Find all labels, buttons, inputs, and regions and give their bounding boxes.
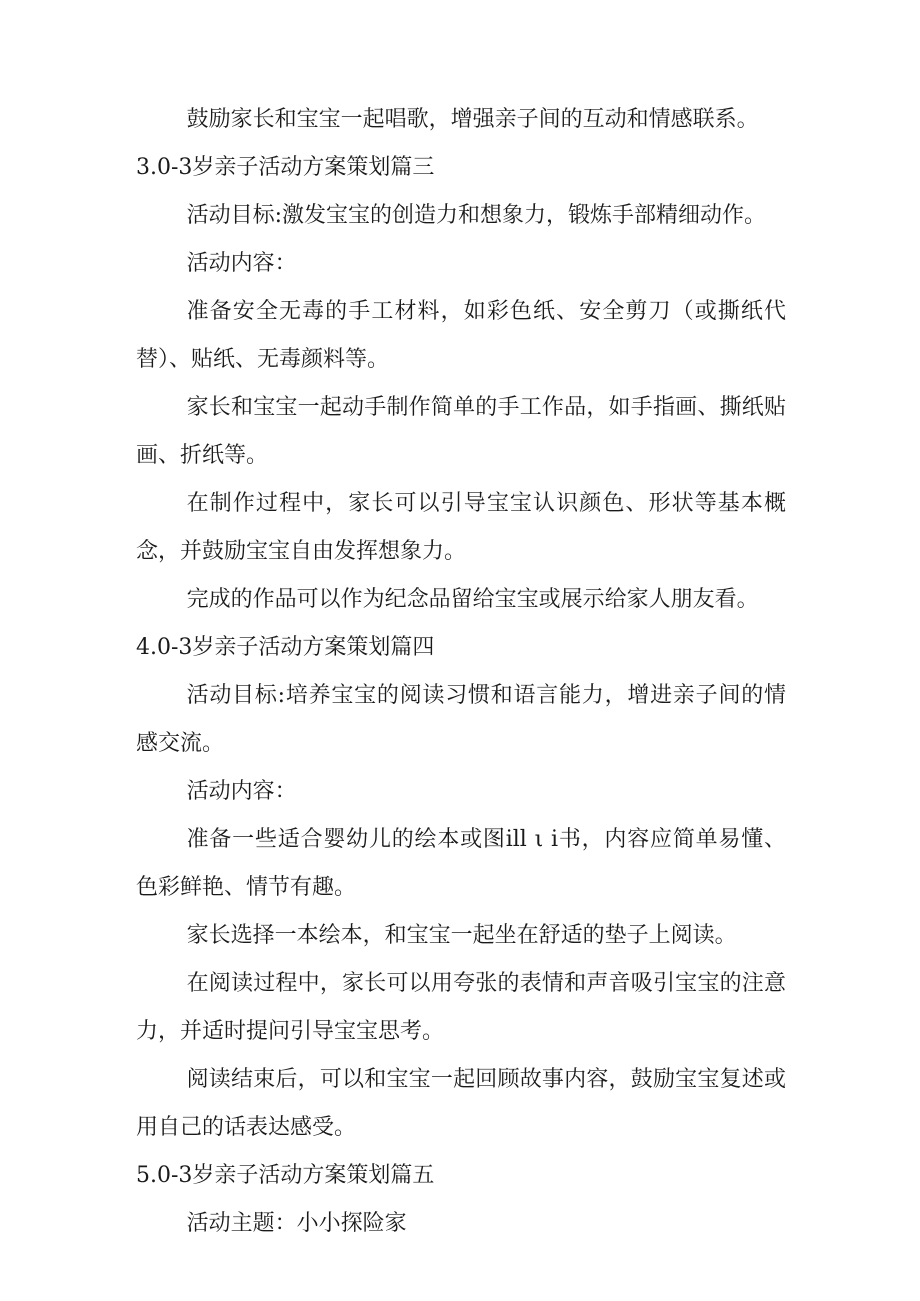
section-heading: 4.0-3岁亲子活动方案策划篇四: [136, 635, 435, 660]
paragraph: 活动目标:激发宝宝的创造力和想象力，锻炼手部精细动作。: [186, 203, 767, 228]
paragraph: 家长选择一本绘本，和宝宝一起坐在舒适的垫子上阅读。: [186, 923, 737, 948]
paragraph: 家长和宝宝一起动手制作简单的手工作品，如手指画、撕纸贴画、折纸等。: [136, 395, 786, 468]
paragraph: 鼓励家长和宝宝一起唱歌，增强亲子间的互动和情感联系。: [186, 107, 759, 132]
document-body: [136, 96, 786, 1248]
paragraph: 完成的作品可以作为纪念品留给宝宝或展示给家人朋友看。: [186, 587, 759, 612]
paragraph: 活动内容：: [186, 779, 297, 804]
paragraph: 准备安全无毒的手工材料，如彩色纸、安全剪刀（或撕纸代替）、贴纸、无毒颜料等。: [136, 299, 786, 372]
paragraph: 活动目标:培养宝宝的阅读习惯和语言能力，增进亲子间的情感交流。: [136, 683, 786, 756]
paragraph: 在阅读过程中，家长可以用夸张的表情和声音吸引宝宝的注意力，并适时提问引导宝宝思考。: [136, 971, 786, 1044]
paragraph: 活动主题：小小探险家: [186, 1211, 407, 1236]
paragraph: 阅读结束后，可以和宝宝一起回顾故事内容，鼓励宝宝复述或用自己的话表达感受。: [136, 1067, 786, 1140]
section-heading: 3.0-3岁亲子活动方案策划篇三: [136, 155, 435, 180]
paragraph: 活动内容：: [186, 251, 297, 276]
paragraph: 准备一些适合婴幼儿的绘本或图ill ι i书，内容应简单易懂、色彩鲜艳、情节有趣。: [136, 827, 786, 900]
paragraph: 在制作过程中，家长可以引导宝宝认识颜色、形状等基本概念，并鼓励宝宝自由发挥想象力。: [136, 491, 786, 564]
section-heading: 5.0-3岁亲子活动方案策划篇五: [136, 1163, 435, 1188]
